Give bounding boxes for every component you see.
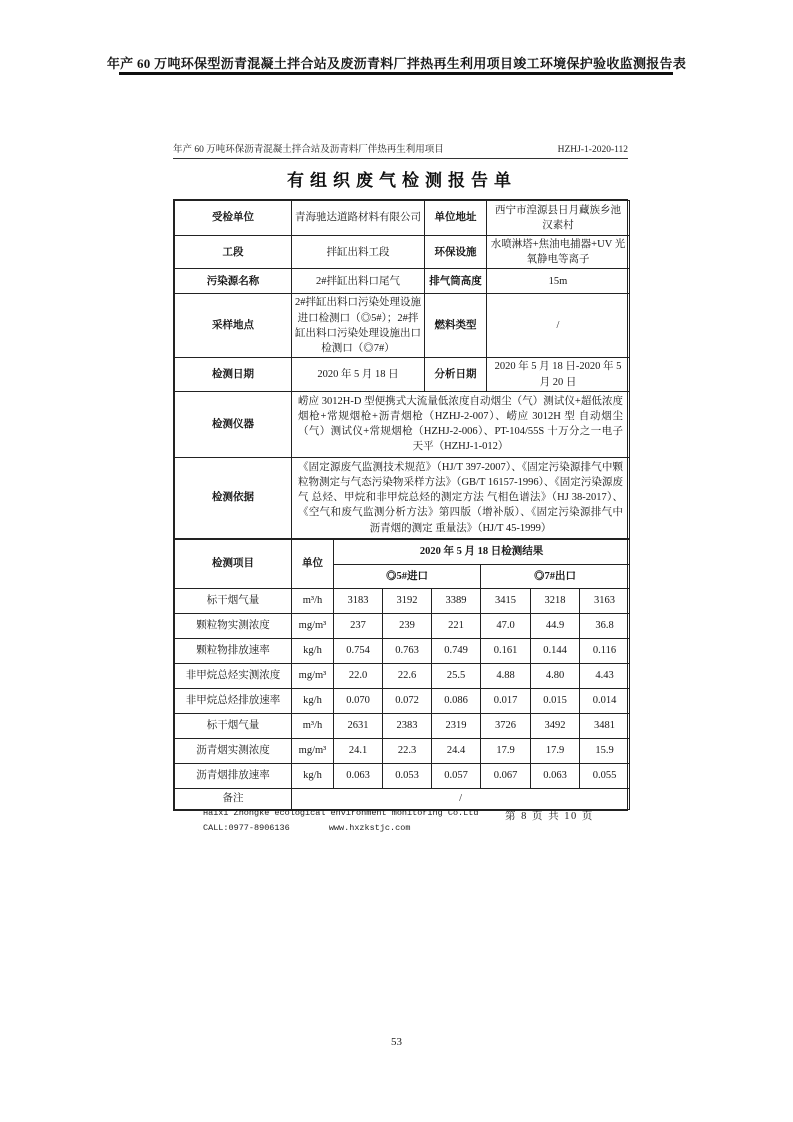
result-cell: 25.5 [432, 663, 481, 688]
document-header [173, 141, 628, 159]
result-cell: 0.063 [531, 763, 580, 788]
item-name: 标干烟气量 [175, 713, 292, 738]
info-label: 受检单位 [175, 201, 292, 236]
unit-cell: kg/h [292, 638, 334, 663]
result-cell: 0.070 [334, 688, 383, 713]
result-cell: 4.80 [531, 663, 580, 688]
info-value: 2020 年 5 月 18 日-2020 年 5 月 20 日 [487, 358, 630, 391]
result-cell: 0.161 [481, 638, 531, 663]
table-row [175, 236, 630, 269]
info-value: 青海驰达道路材料有限公司 [292, 201, 425, 236]
basis-text: 《固定源废气监测技术规范》（HJ/T 397-2007）、《固定污染源排气中颗粒物测定与气态污染物采样方法》（GB/T 16157-1996）、《固定污染源废气 总烃、甲烷和非甲烷总烃的测定方法 气相色谱法》（HJ 38-2017）、《空气和废气监测分析方法》第四版（增补版）、《固定污染源排气中沥青烟的测定 重量法》（HJ/T 45-1999） [292, 457, 630, 538]
info-label: 分析日期 [425, 358, 487, 391]
result-cell: 0.014 [580, 688, 630, 713]
table-row [175, 588, 630, 613]
table-row [175, 391, 630, 457]
info-label: 单位地址 [425, 201, 487, 236]
result-cell: 3192 [383, 588, 432, 613]
result-cell: 0.053 [383, 763, 432, 788]
result-cell: 0.144 [531, 638, 580, 663]
info-value: 2020 年 5 月 18 日 [292, 358, 425, 391]
result-cell: 36.8 [580, 613, 630, 638]
table-row [175, 713, 630, 738]
result-cell: 0.055 [580, 763, 630, 788]
item-name: 沥青烟排放速率 [175, 763, 292, 788]
info-label: 燃料类型 [425, 294, 487, 358]
result-cell: 15.9 [580, 738, 630, 763]
result-cell: 22.0 [334, 663, 383, 688]
result-cell: 0.754 [334, 638, 383, 663]
table-row [175, 738, 630, 763]
footer-phone: CALL:0977-8906136 [203, 823, 290, 834]
result-cell: 0.072 [383, 688, 432, 713]
remark-label: 备注 [175, 788, 292, 809]
info-value: 2#拌缸出料口污染处理设施进口检测口（◎5#）；2#拌缸出料口污染处理设施出口检测口（◎7#） [292, 294, 425, 358]
footer-contact [203, 821, 478, 836]
page-header-title: 年产 60 万吨环保型沥青混凝土拌合站及废沥青料厂拌热再生利用项目竣工环境保护验收监测报告表 [106, 56, 687, 71]
result-cell: 3726 [481, 713, 531, 738]
header-divider [119, 72, 673, 75]
result-cell: 0.015 [531, 688, 580, 713]
table-row [175, 201, 630, 236]
item-name: 非甲烷总烃排放速率 [175, 688, 292, 713]
report-title: 有组织废气检测报告单 [287, 171, 517, 190]
result-cell: 3163 [580, 588, 630, 613]
result-cell: 4.43 [580, 663, 630, 688]
result-cell: 3218 [531, 588, 580, 613]
result-cell: 22.6 [383, 663, 432, 688]
result-cell: 237 [334, 613, 383, 638]
report-table [173, 199, 628, 811]
result-cell: 24.1 [334, 738, 383, 763]
info-label: 环保设施 [425, 236, 487, 269]
result-cell: 0.057 [432, 763, 481, 788]
page-number: 53 [391, 1036, 402, 1048]
result-cell: 0.017 [481, 688, 531, 713]
info-label: 检测仪器 [175, 391, 292, 457]
result-cell: 3415 [481, 588, 531, 613]
result-cell: 0.763 [383, 638, 432, 663]
info-label: 排气筒高度 [425, 269, 487, 294]
outlet-header: ◎7#出口 [481, 564, 630, 588]
unit-header: 单位 [292, 539, 334, 588]
result-cell: 2319 [432, 713, 481, 738]
result-cell: 3183 [334, 588, 383, 613]
item-name: 标干烟气量 [175, 588, 292, 613]
result-cell: 0.749 [432, 638, 481, 663]
info-label: 采样地点 [175, 294, 292, 358]
info-value: / [487, 294, 630, 358]
item-header: 检测项目 [175, 539, 292, 588]
unit-cell: m³/h [292, 588, 334, 613]
item-name: 颗粒物排放速率 [175, 638, 292, 663]
results-header-row [175, 539, 630, 564]
result-cell: 0.086 [432, 688, 481, 713]
info-value: 西宁市湟源县日月藏族乡池汉素村 [487, 201, 630, 236]
table-row [175, 457, 630, 538]
table-row [175, 294, 630, 358]
footer-company-block [203, 806, 478, 837]
item-name: 颗粒物实测浓度 [175, 613, 292, 638]
info-table [174, 200, 630, 539]
footer-company-name: Haixi Zhongke ecological environment monitoring Co.Ltd [203, 808, 479, 818]
table-row [175, 638, 630, 663]
result-cell: 44.9 [531, 613, 580, 638]
report-code: HZHJ-1-2020-112 [557, 145, 628, 155]
result-cell: 47.0 [481, 613, 531, 638]
unit-cell: kg/h [292, 688, 334, 713]
unit-cell: mg/m³ [292, 663, 334, 688]
table-row [175, 613, 630, 638]
result-cell: 2631 [334, 713, 383, 738]
item-name: 沥青烟实测浓度 [175, 738, 292, 763]
unit-cell: mg/m³ [292, 738, 334, 763]
results-table [174, 539, 630, 810]
result-cell: 239 [383, 613, 432, 638]
table-row [175, 763, 630, 788]
table-row [175, 688, 630, 713]
info-value: 2#拌缸出料口尾气 [292, 269, 425, 294]
result-cell: 0.067 [481, 763, 531, 788]
table-row [175, 663, 630, 688]
unit-cell: mg/m³ [292, 613, 334, 638]
table-row [175, 269, 630, 294]
result-cell: 2383 [383, 713, 432, 738]
result-cell: 0.116 [580, 638, 630, 663]
remark-value: / [292, 788, 630, 809]
info-label: 检测日期 [175, 358, 292, 391]
table-row [175, 358, 630, 391]
info-value: 15m [487, 269, 630, 294]
info-label: 工段 [175, 236, 292, 269]
result-cell: 24.4 [432, 738, 481, 763]
info-label: 污染源名称 [175, 269, 292, 294]
info-label: 检测依据 [175, 457, 292, 538]
result-cell: 3389 [432, 588, 481, 613]
result-cell: 3481 [580, 713, 630, 738]
instrument-text: 崂应 3012H-D 型便携式大流量低浓度自动烟尘（气）测试仪+超低浓度烟枪+常规烟枪+沥青烟枪（HZHJ-2-007）、崂应 3012H 型 自动烟尘（气）测试仪+常规烟枪（HZHJ-2-006）、PT-104/55S 十万分之一电子天平（HZHJ-1-012） [292, 391, 630, 457]
item-name: 非甲烷总烃实测浓度 [175, 663, 292, 688]
footer-website: www.hxzkstjc.com [328, 823, 411, 834]
footer-page-info: 第 8 页 共 10 页 [505, 811, 594, 822]
info-value: 水喷淋塔+焦油电捕器+UV 光氧静电等离子 [487, 236, 630, 269]
result-cell: 17.9 [481, 738, 531, 763]
unit-cell: kg/h [292, 763, 334, 788]
result-cell: 22.3 [383, 738, 432, 763]
info-value: 拌缸出料工段 [292, 236, 425, 269]
result-cell: 221 [432, 613, 481, 638]
result-date-header: 2020 年 5 月 18 日检测结果 [334, 539, 630, 564]
result-cell: 0.063 [334, 763, 383, 788]
report-sheet [173, 141, 628, 811]
unit-cell: m³/h [292, 713, 334, 738]
result-cell: 3492 [531, 713, 580, 738]
inlet-header: ◎5#进口 [334, 564, 481, 588]
result-cell: 4.88 [481, 663, 531, 688]
project-name: 年产 60 万吨环保沥青混凝土拌合站及沥青料厂伴热再生利用项目 [173, 145, 444, 155]
result-cell: 17.9 [531, 738, 580, 763]
